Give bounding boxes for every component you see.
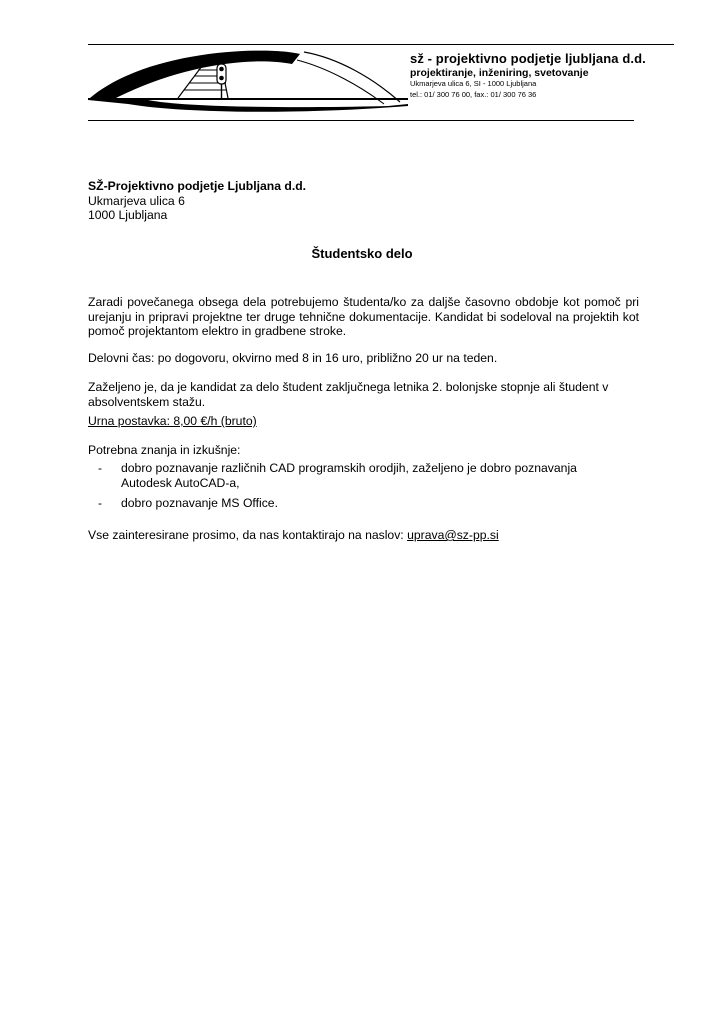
requirements-heading: Potrebna znanja in izkušnje: [88,443,241,457]
list-item-line: Autodesk AutoCAD-a, [121,475,240,490]
working-hours-paragraph: Delovni čas: po dogovoru, okvirno med 8 in 16 uro, približno 20 ur na teden. [88,351,498,365]
hourly-rate: Urna postavka: 8,00 €/h (bruto) [88,414,257,428]
recipient-street: Ukmarjeva ulica 6 [88,193,185,208]
list-item [88,496,639,511]
document-title: Študentsko delo [311,246,413,261]
list-dash: - [98,496,103,510]
requirements-list [88,461,639,517]
contact-text: Vse zainteresirane prosimo, da nas kontaktirajo na naslov: [88,528,408,542]
header-bottom-rule [88,120,634,121]
list-item [88,461,639,490]
company-name: sž - projektivno podjetje ljubljana d.d. [410,51,646,66]
railway-tunnel-logo-icon [88,44,408,122]
contact-email-link[interactable]: uprava@sz-pp.si [407,528,499,542]
recipient-address-block [88,179,306,223]
intro-paragraph: Zaradi povečanega obsega dela potrebujemo študenta/ko za daljše časovno obdobje kot pomoč pri urejanju in pripravi projektne ter druge tehnične dokumentacije. Kandidat bi sodeloval na projektih kot pomoč projektantom elektro in gradbene stroke. [88,295,639,338]
company-address: Ukmarjeva ulica 6, SI - 1000 Ljubljana [410,79,537,88]
list-item-line: dobro poznavanje različnih CAD programskih orodjih, zaželjeno je dobro poznavanja [121,461,577,475]
desired-line-1: Zaželjeno je, da je kandidat za delo študent zaključnega letnika 2. bolonjske stopnje ali študent v [88,380,609,394]
contact-paragraph [88,528,499,543]
recipient-name: SŽ-Projektivno podjetje Ljubljana d.d. [88,179,307,193]
recipient-city: 1000 Ljubljana [88,208,168,222]
company-phone-fax: tel.: 01/ 300 76 00, fax.: 01/ 300 76 36 [410,90,537,99]
list-item-line: dobro poznavanje MS Office. [121,496,278,510]
company-tagline: projektiranje, inženiring, svetovanje [410,67,589,79]
desired-candidate-paragraph [88,380,639,409]
list-dash: - [98,461,103,475]
desired-line-2: absolventskem stažu. [88,394,206,409]
